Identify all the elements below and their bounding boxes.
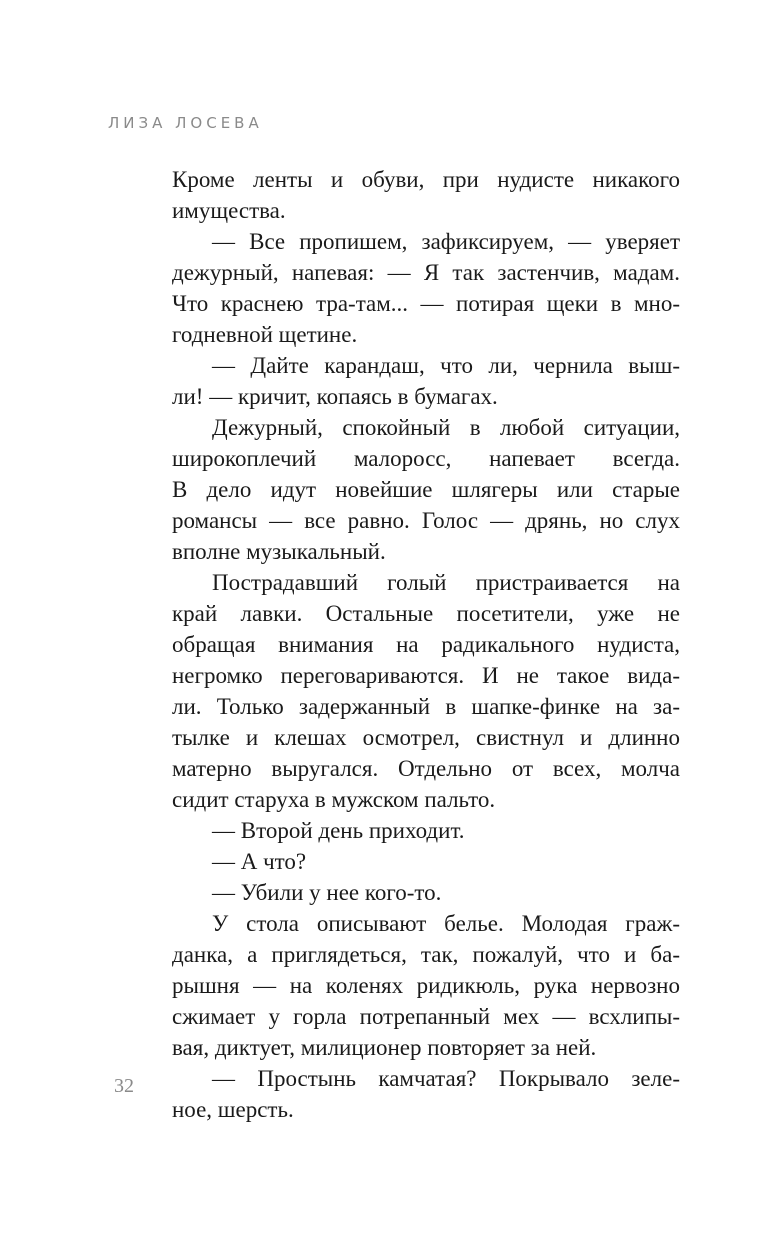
- text-line: край лавки. Остальные посетители, уже не: [172, 601, 680, 626]
- text-line: вполне музыкальный.: [172, 539, 386, 564]
- text-line: широкоплечий малоросс, напевает всегда.: [172, 446, 680, 471]
- text-line: Дежурный, спокойный в любой ситуации,: [212, 415, 680, 440]
- text-line: годневной щетине.: [172, 322, 358, 347]
- text-line: сидит старуха в мужском пальто.: [172, 787, 496, 812]
- text-line: — Простынь камчатая? Покрывало зеле-: [212, 1066, 680, 1091]
- text-line: — Все пропишем, зафиксируем, — уверяет: [212, 229, 680, 254]
- text-line: матерно выругался. Отдельно от всех, молча: [172, 756, 680, 781]
- text-line: ли. Только задержанный в шапке-финке на за-: [172, 694, 680, 719]
- text-line: имущества.: [172, 198, 286, 223]
- text-line: Пострадавший голый пристраивается на: [212, 570, 680, 595]
- body-text: [172, 164, 680, 1125]
- text-line: тылке и клешах осмотрел, свистнул и длинно: [172, 725, 680, 750]
- text-line: романсы — все равно. Голос — дрянь, но слух: [172, 508, 680, 533]
- text-line: дежурный, напевая: — Я так застенчив, мадам.: [172, 260, 680, 285]
- text-line: негромко переговариваются. И не такое вида-: [172, 663, 680, 688]
- text-line: рышня — на коленях ридикюль, рука нервозно: [172, 973, 680, 998]
- text-line: ли! — кричит, копаясь в бумагах.: [172, 384, 498, 409]
- text-line: вая, диктует, милиционер повторяет за ней.: [172, 1035, 597, 1060]
- text-line: Кроме ленты и обуви, при нудисте никакого: [172, 167, 680, 192]
- text-line: — А что?: [212, 849, 307, 874]
- text-line: обращая внимания на радикального нудиста,: [172, 632, 680, 657]
- text-line: В дело идут новейшие шлягеры или старые: [172, 477, 680, 502]
- text-line: Что краснею тра-там... — потирая щеки в мно-: [172, 291, 680, 316]
- text-line: — Дайте карандаш, что ли, чернила выш-: [212, 353, 680, 378]
- text-line: сжимает у горла потрепанный мех — всхлипы-: [172, 1004, 680, 1029]
- running-head: ЛИЗА ЛОСЕВА: [108, 114, 263, 132]
- text-line: У стола описывают белье. Молодая граж-: [212, 911, 680, 936]
- page-number: 32: [114, 1075, 134, 1097]
- text-line: — Убили у нее кого-то.: [212, 880, 442, 905]
- text-line: — Второй день приходит.: [212, 818, 465, 843]
- text-line: ное, шерсть.: [172, 1097, 294, 1122]
- text-line: данка, а приглядеться, так, пожалуй, что и ба-: [172, 942, 680, 967]
